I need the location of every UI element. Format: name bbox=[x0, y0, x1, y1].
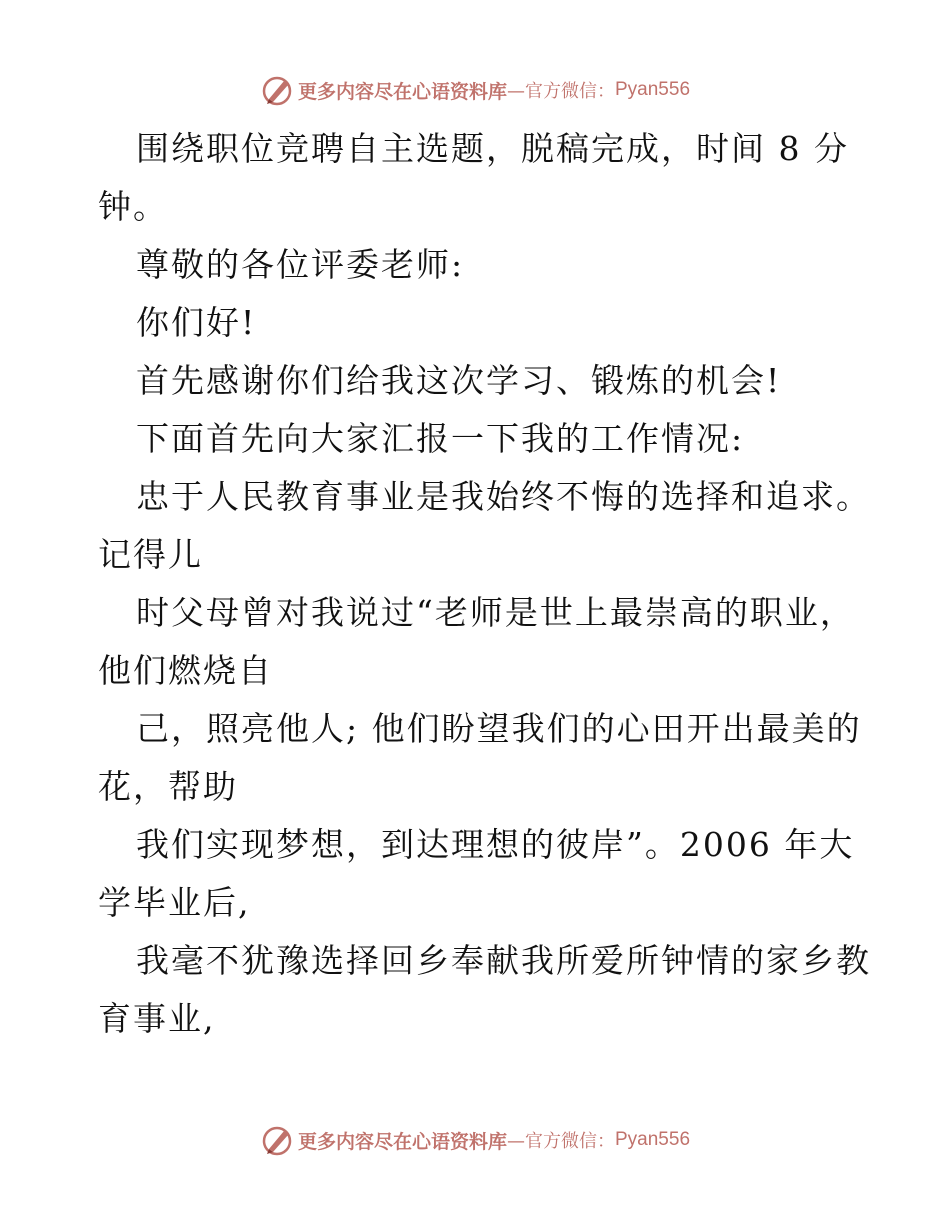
watermark-sub-text: —官方微信： bbox=[507, 81, 615, 102]
paragraph-line: 尊敬的各位评委老师: bbox=[136, 245, 465, 284]
paragraph-line: 我毫不犹豫选择回乡奉献我所爱所钟情的家乡教 bbox=[136, 941, 871, 980]
paragraph-line: 记得儿 bbox=[98, 535, 203, 574]
paragraph-line: 钟。 bbox=[98, 187, 168, 226]
paragraph-line: 下面首先向大家汇报一下我的工作情况: bbox=[136, 419, 745, 458]
paragraph-line: 我们实现梦想，到达理想的彼岸”。2006 年大 bbox=[136, 825, 855, 864]
paragraph-line: 忠于人民教育事业是我始终不悔的选择和追求。 bbox=[136, 477, 871, 516]
watermark-main-text: 更多内容尽在心语资料库 bbox=[297, 80, 507, 103]
paragraph-line: 育事业, bbox=[98, 999, 216, 1038]
paragraph-line: 时父母曾对我说过“老师是世上最崇高的职业， bbox=[136, 593, 855, 632]
header-watermark bbox=[0, 70, 950, 110]
document-body bbox=[98, 120, 871, 1048]
pen-logo-icon bbox=[260, 1123, 294, 1157]
paragraph-line: 围绕职位竞聘自主选题，脱稿完成，时间 8 分 bbox=[136, 129, 849, 168]
paragraph-line: 他们燃烧自 bbox=[98, 651, 273, 690]
watermark-id-text: Pyan556 bbox=[615, 79, 691, 100]
watermark-sub-text: —官方微信： bbox=[507, 1131, 615, 1152]
footer-watermark bbox=[0, 1120, 950, 1160]
watermark-main-text: 更多内容尽在心语资料库 bbox=[297, 1130, 507, 1153]
paragraph-line: 首先感谢你们给我这次学习、锻炼的机会! bbox=[136, 361, 782, 400]
paragraph-line: 花，帮助 bbox=[98, 767, 238, 806]
paragraph-line: 你们好! bbox=[136, 303, 257, 342]
watermark-id-text: Pyan556 bbox=[615, 1129, 691, 1150]
pen-logo-icon bbox=[260, 73, 294, 107]
paragraph-line: 学毕业后, bbox=[98, 883, 251, 922]
paragraph-line: 己，照亮他人; 他们盼望我们的心田开出最美的 bbox=[136, 709, 862, 748]
